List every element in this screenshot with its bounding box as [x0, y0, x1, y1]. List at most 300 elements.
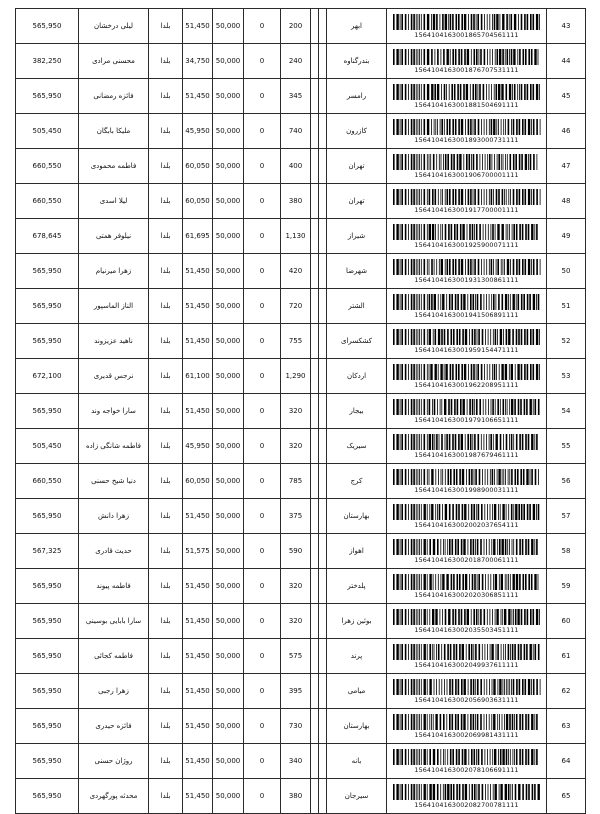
city-cell: کازرون	[327, 114, 387, 149]
barcode-bar	[410, 784, 412, 800]
barcode-number: 1564104163001925900071111	[414, 240, 519, 249]
barcode-bar	[453, 154, 455, 170]
barcode-bar	[475, 714, 476, 730]
city-cell: اهواز	[327, 534, 387, 569]
barcode-bar	[487, 224, 488, 240]
barcode-bar	[420, 119, 421, 135]
barcode-bar	[498, 749, 499, 765]
barcode-bar	[396, 294, 398, 310]
barcode-bar	[470, 189, 472, 205]
barcode-bar	[487, 644, 488, 660]
barcode-bar	[521, 434, 523, 450]
barcode-bar	[495, 259, 496, 275]
barcode-bar	[399, 574, 400, 590]
barcode-bar	[440, 189, 441, 205]
barcode-bar	[522, 469, 524, 485]
barcode-bar	[486, 539, 487, 555]
barcode-bar	[479, 224, 481, 240]
barcode-bar	[504, 49, 505, 65]
barcode-bar	[437, 504, 438, 520]
barcode-bar	[497, 644, 499, 660]
barcode-bar	[491, 469, 493, 485]
barcode-bar	[461, 14, 463, 30]
barcode-bar	[499, 329, 501, 345]
barcode-bar	[520, 504, 522, 520]
barcode-bar	[426, 364, 427, 380]
barcode-bar	[499, 434, 501, 450]
barcode-bar	[435, 469, 436, 485]
barcode-bar	[509, 224, 510, 240]
barcode-bar	[482, 469, 483, 485]
barcode-bar	[487, 574, 488, 590]
barcode-bar	[434, 329, 436, 345]
barcode-bar	[443, 364, 444, 380]
barcode-bar	[525, 749, 527, 765]
barcode-bar	[423, 679, 425, 695]
barcode-bar	[473, 14, 475, 30]
barcode-bar	[536, 189, 538, 205]
barcode-number: 1564104163002082700781111	[414, 800, 519, 809]
barcode-number: 1564104163001931300861111	[414, 275, 519, 284]
barcode-bar	[437, 574, 438, 590]
barcode-bar	[437, 224, 438, 240]
barcode-bar	[460, 714, 462, 730]
barcode-bar	[426, 574, 427, 590]
barcode-bar	[514, 469, 516, 485]
recipient-name-cell: فاطمه پیوند	[79, 569, 149, 604]
barcode-bar	[478, 574, 480, 590]
barcode-bar	[463, 84, 465, 100]
barcode-bar	[517, 84, 518, 100]
barcode-bar	[492, 399, 494, 415]
barcode-graphic	[393, 434, 541, 450]
recipient-name-cell: حدیث قادری	[79, 534, 149, 569]
place-cell: بلدا	[149, 184, 183, 219]
barcode-bar	[515, 504, 517, 520]
row-number-cell: 45	[547, 79, 586, 114]
barcode-bar	[535, 329, 537, 345]
barcode-bar	[499, 14, 500, 30]
barcode-bar	[475, 84, 477, 100]
barcode-bar	[423, 259, 425, 275]
place-cell: بلدا	[149, 499, 183, 534]
amount-cell: 51,450	[183, 779, 213, 814]
barcode-bar	[505, 714, 507, 730]
barcode-bar	[462, 224, 464, 240]
barcode-bar	[404, 434, 406, 450]
barcode-bar	[410, 399, 412, 415]
barcode-bar	[476, 49, 478, 65]
barcode-bar	[447, 14, 448, 30]
barcode-bar	[413, 749, 415, 765]
barcode-bar	[399, 329, 400, 345]
barcode-bar	[444, 679, 445, 695]
amount-cell: 51,450	[183, 79, 213, 114]
barcode-bar	[490, 119, 492, 135]
barcode-bar	[475, 644, 477, 660]
barcode-bar	[455, 504, 457, 520]
barcode-bar	[529, 504, 531, 520]
barcode-bar	[501, 364, 503, 380]
barcode-bar	[432, 14, 434, 30]
barcode-bar	[510, 784, 511, 800]
barcode-bar	[486, 364, 487, 380]
barcode-bar	[450, 469, 452, 485]
barcode-bar	[429, 679, 431, 695]
barcode-bar	[401, 364, 403, 380]
table-row	[16, 9, 586, 44]
barcode-number: 1564104163002056903631111	[414, 695, 519, 704]
barcode-bar	[439, 609, 440, 625]
barcode-bar	[458, 364, 460, 380]
table-row	[16, 254, 586, 289]
barcode-bar	[467, 259, 469, 275]
base-amount-cell: 50,000	[213, 499, 244, 534]
barcode-bar	[440, 364, 442, 380]
barcode-bar	[511, 224, 512, 240]
barcode-bar	[440, 539, 441, 555]
barcode-bar	[401, 14, 403, 30]
barcode-graphic	[393, 399, 541, 415]
barcode-bar	[504, 714, 505, 730]
barcode-bar	[497, 329, 498, 345]
barcode-bar	[521, 224, 523, 240]
row-number-cell: 60	[547, 604, 586, 639]
barcode-bar	[466, 49, 468, 65]
barcode-bar	[393, 224, 395, 240]
barcode-bar	[452, 49, 454, 65]
barcode-bar	[527, 224, 529, 240]
row-number-cell: 54	[547, 394, 586, 429]
barcode-bar	[441, 679, 442, 695]
barcode-bar	[415, 749, 416, 765]
barcode-bar	[475, 14, 476, 30]
city-cell: بوئین زهرا	[327, 604, 387, 639]
barcode-bar	[498, 189, 500, 205]
barcode-bar	[481, 329, 483, 345]
place-cell: بلدا	[149, 464, 183, 499]
barcode-bar	[534, 224, 535, 240]
barcode-bar	[462, 399, 464, 415]
barcode-bar	[437, 119, 438, 135]
recipient-name-cell: فاطمه کجائی	[79, 639, 149, 674]
barcode-bar	[429, 784, 431, 800]
quantity-cell: 320	[281, 569, 311, 604]
barcode-bar	[474, 224, 475, 240]
barcode-bar	[470, 49, 471, 65]
empty-cell	[319, 9, 327, 44]
barcode-bar	[448, 609, 450, 625]
barcode-bar	[501, 539, 503, 555]
total-cell: 565,950	[16, 394, 79, 429]
barcode-bar	[426, 539, 427, 555]
barcode-bar	[410, 609, 412, 625]
barcode-bar	[467, 539, 468, 555]
barcode-bar	[453, 574, 455, 590]
barcode-bar	[469, 224, 471, 240]
barcode-bar	[485, 224, 486, 240]
city-cell: شهرضا	[327, 254, 387, 289]
barcode-bar	[471, 154, 472, 170]
barcode-bar	[460, 609, 462, 625]
barcode-bar	[470, 609, 471, 625]
empty-cell	[311, 359, 319, 394]
barcode-bar	[488, 189, 489, 205]
barcode-bar	[532, 399, 533, 415]
barcode-bar	[481, 259, 482, 275]
barcode-bar	[420, 469, 421, 485]
barcode-bar	[473, 364, 475, 380]
zero-cell: 0	[244, 149, 281, 184]
barcode-bar	[401, 784, 403, 800]
barcode-bar	[522, 189, 524, 205]
empty-cell	[311, 79, 319, 114]
barcode-cell	[387, 464, 547, 499]
barcode-bar	[489, 749, 490, 765]
barcode-bar	[499, 714, 500, 730]
barcode-bar	[534, 644, 536, 660]
recipient-name-cell: ملیکا بابگان	[79, 114, 149, 149]
barcode-bar	[456, 154, 458, 170]
barcode-bar	[419, 329, 420, 345]
base-amount-cell: 50,000	[213, 534, 244, 569]
barcode-bar	[493, 259, 494, 275]
barcode-bar	[480, 49, 482, 65]
barcode-bar	[505, 84, 507, 100]
barcode-bar	[448, 224, 450, 240]
barcode-bar	[534, 49, 536, 65]
barcode-bar	[404, 609, 406, 625]
barcode-bar	[420, 679, 421, 695]
barcode-bar	[520, 644, 522, 660]
barcode-bar	[408, 504, 409, 520]
barcode-bar	[509, 574, 510, 590]
barcode-bar	[426, 259, 427, 275]
place-cell: بلدا	[149, 149, 183, 184]
barcode-bar	[515, 749, 517, 765]
barcode-bar	[396, 784, 398, 800]
barcode-bar	[481, 784, 483, 800]
barcode-bar	[483, 679, 484, 695]
base-amount-cell: 50,000	[213, 779, 244, 814]
empty-cell	[319, 184, 327, 219]
barcode-bar	[415, 714, 416, 730]
barcode-bar	[399, 14, 400, 30]
barcode-bar	[527, 539, 529, 555]
barcode-bar	[515, 539, 517, 555]
barcode-bar	[508, 329, 510, 345]
barcode-bar	[455, 14, 457, 30]
barcode-bar	[451, 84, 453, 100]
city-cell: بیجار	[327, 394, 387, 429]
barcode-bar	[480, 714, 482, 730]
barcode-bar	[506, 49, 508, 65]
amount-cell: 51,450	[183, 569, 213, 604]
barcode-bar	[489, 14, 490, 30]
barcode-bar	[491, 154, 492, 170]
barcode-bar	[417, 189, 418, 205]
barcode-bar	[484, 644, 485, 660]
barcode-bar	[467, 434, 469, 450]
base-amount-cell: 50,000	[213, 639, 244, 674]
place-cell: بلدا	[149, 9, 183, 44]
barcode-bar	[503, 644, 504, 660]
barcode-bar	[464, 609, 466, 625]
barcode-bar	[496, 364, 497, 380]
barcode-bar	[520, 329, 522, 345]
barcode-bar	[464, 784, 466, 800]
barcode-bar	[496, 14, 498, 30]
barcode-bar	[518, 119, 520, 135]
barcode-bar	[509, 154, 511, 170]
amount-cell: 51,450	[183, 744, 213, 779]
barcode-bar	[495, 644, 496, 660]
place-cell: بلدا	[149, 44, 183, 79]
barcode-bar	[426, 154, 427, 170]
place-cell: بلدا	[149, 289, 183, 324]
barcode-bar	[417, 399, 418, 415]
barcode-bar	[396, 469, 398, 485]
barcode-bar	[457, 679, 459, 695]
barcode-bar	[420, 749, 421, 765]
barcode-bar	[438, 434, 439, 450]
barcode-graphic	[393, 329, 541, 345]
barcode-bar	[497, 259, 499, 275]
barcode-bar	[479, 399, 481, 415]
barcode-bar	[410, 329, 412, 345]
barcode-bar	[467, 679, 468, 695]
barcode-bar	[432, 749, 434, 765]
barcode-bar	[423, 329, 425, 345]
barcode-bar	[440, 784, 441, 800]
barcode-bar	[404, 644, 406, 660]
barcode-bar	[510, 434, 512, 450]
barcode-bar	[436, 434, 438, 450]
barcode-bar	[537, 399, 539, 415]
quantity-cell: 720	[281, 289, 311, 324]
barcode-graphic	[393, 259, 541, 275]
barcode-bar	[419, 189, 420, 205]
barcode-bar	[455, 644, 457, 660]
barcode-bar	[507, 679, 508, 695]
barcode-bar	[401, 329, 403, 345]
barcode-bar	[458, 119, 460, 135]
barcode-bar	[458, 749, 460, 765]
barcode-bar	[396, 84, 398, 100]
barcode-graphic	[393, 469, 541, 485]
barcode-bar	[483, 49, 485, 65]
barcode-bar	[417, 259, 418, 275]
barcode-bar	[492, 329, 493, 345]
barcode-bar	[451, 679, 453, 695]
barcode-bar	[399, 644, 400, 660]
barcode-bar	[530, 14, 532, 30]
place-cell: بلدا	[149, 219, 183, 254]
barcode-bar	[404, 749, 406, 765]
barcode-bar	[393, 434, 395, 450]
barcode-bar	[399, 294, 400, 310]
barcode-bar	[535, 364, 537, 380]
recipient-name-cell: دنیا شیخ حسنی	[79, 464, 149, 499]
empty-cell	[319, 744, 327, 779]
barcode-bar	[536, 749, 538, 765]
barcode-bar	[526, 609, 528, 625]
barcode-number: 1564104163001893000731111	[414, 135, 519, 144]
barcode-bar	[499, 504, 500, 520]
barcode-bar	[437, 189, 438, 205]
barcode-bar	[446, 189, 448, 205]
table-row	[16, 394, 586, 429]
barcode-bar	[531, 539, 533, 555]
barcode-bar	[413, 504, 415, 520]
barcode-bar	[423, 189, 425, 205]
base-amount-cell: 50,000	[213, 219, 244, 254]
barcode-bar	[429, 539, 431, 555]
barcode-bar	[459, 469, 461, 485]
barcode-bar	[423, 84, 425, 100]
barcode-bar	[502, 259, 503, 275]
barcode-bar	[512, 679, 514, 695]
empty-cell	[319, 149, 327, 184]
barcode-bar	[437, 644, 439, 660]
barcode-graphic	[393, 749, 541, 765]
base-amount-cell: 50,000	[213, 429, 244, 464]
barcode-bar	[447, 644, 449, 660]
table-row	[16, 79, 586, 114]
barcode-bar	[470, 119, 472, 135]
barcode-bar	[404, 49, 406, 65]
quantity-cell: 345	[281, 79, 311, 114]
barcode-bar	[476, 784, 477, 800]
barcode-bar	[460, 294, 462, 310]
amount-cell: 51,450	[183, 709, 213, 744]
barcode-bar	[486, 84, 487, 100]
barcode-bar	[443, 84, 445, 100]
barcode-bar	[509, 539, 510, 555]
barcode-bar	[503, 469, 504, 485]
barcode-bar	[486, 714, 487, 730]
barcode-bar	[469, 84, 470, 100]
amount-cell: 45,950	[183, 429, 213, 464]
barcode-bar	[417, 154, 418, 170]
barcode-bar	[423, 434, 425, 450]
base-amount-cell: 50,000	[213, 744, 244, 779]
barcode-bar	[464, 574, 466, 590]
barcode-bar	[483, 714, 484, 730]
barcode-bar	[477, 749, 479, 765]
place-cell: بلدا	[149, 674, 183, 709]
barcode-bar	[446, 49, 448, 65]
barcode-bar	[420, 644, 421, 660]
barcode-bar	[413, 224, 415, 240]
barcode-bar	[448, 294, 450, 310]
barcode-bar	[522, 259, 524, 275]
barcode-bar	[475, 224, 477, 240]
barcode-bar	[476, 749, 477, 765]
city-cell: بهارستان	[327, 709, 387, 744]
barcode-bar	[436, 259, 437, 275]
barcode-bar	[475, 294, 476, 310]
barcode-bar	[487, 784, 488, 800]
barcode-bar	[450, 784, 452, 800]
barcode-bar	[509, 679, 510, 695]
barcode-bar	[468, 154, 470, 170]
barcode-bar	[459, 574, 461, 590]
barcode-bar	[478, 49, 479, 65]
barcode-bar	[417, 749, 418, 765]
zero-cell: 0	[244, 639, 281, 674]
barcode-bar	[466, 154, 468, 170]
